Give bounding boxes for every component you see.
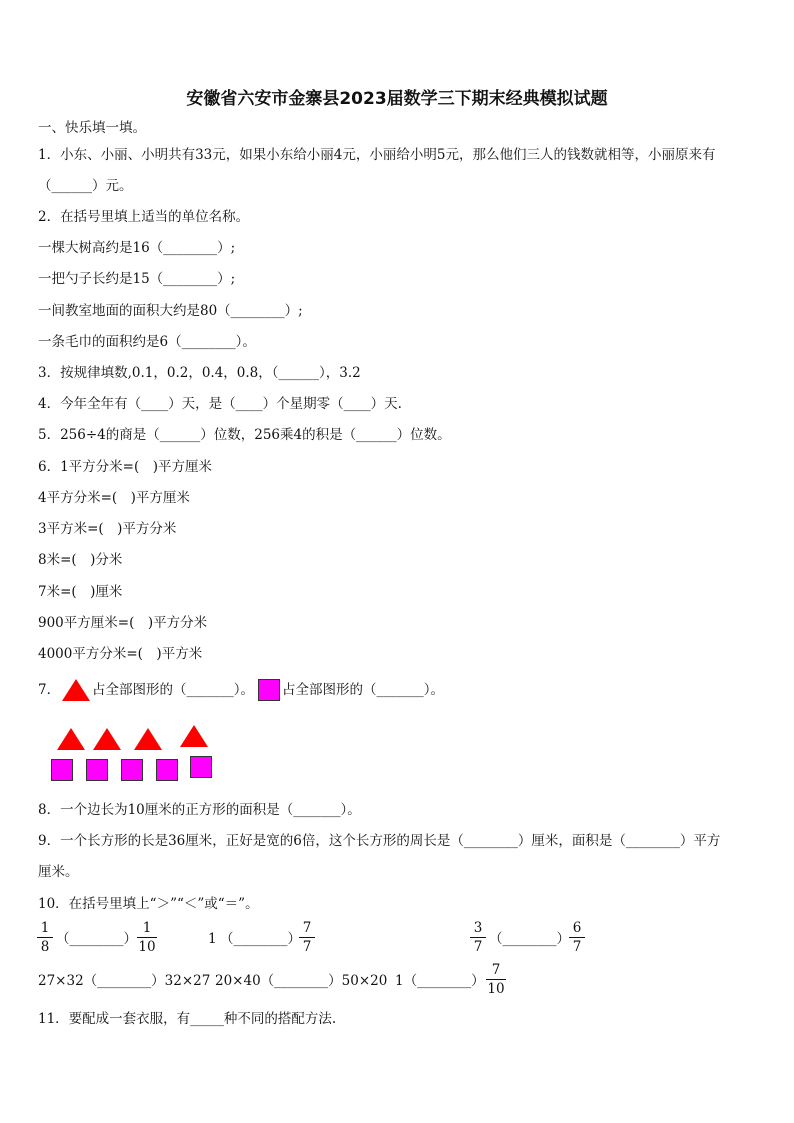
- q4-text: 4．今年全年有（____）天，是（____）个星期零（____）天.: [38, 396, 402, 412]
- q11-text: 11．要配成一套衣服，有_____种不同的搭配方法.: [38, 1011, 337, 1027]
- section-heading: 一、快乐填一填。: [38, 120, 146, 136]
- denominator: 8: [40, 939, 50, 955]
- square-shape: [121, 759, 143, 781]
- q2-item: 一间教室地面的面积大约是80（________）;: [38, 303, 303, 319]
- compare-expression: 20×40（________）50×20: [215, 973, 388, 989]
- denominator: 10: [138, 939, 156, 955]
- q6-item: 3平方米=( )平方分米: [38, 521, 177, 537]
- fraction: [569, 920, 585, 955]
- q9-line1: 9．一个长方形的长是36厘米，正好是宽的6倍，这个长方形的周长是（________）厘米，面积是（________）平方: [38, 833, 721, 849]
- q6-item: 6．1平方分米=( )平方厘米: [38, 459, 213, 475]
- triangle-shape: [134, 728, 162, 750]
- square-icon: [258, 679, 280, 701]
- q2-stem: 2．在括号里填上适当的单位名称。: [38, 209, 250, 225]
- q6-item: 8米=( )分米: [38, 552, 123, 568]
- compare-expression: 1（________）: [395, 973, 485, 989]
- q6-item: 7米=( )厘米: [38, 584, 123, 600]
- numerator: 1: [137, 920, 157, 938]
- q6-item: 4平方分米=( )平方厘米: [38, 490, 190, 506]
- numerator: 1: [37, 920, 53, 938]
- q7-part1: 占全部图形的（_______）。: [92, 682, 254, 698]
- compare-blank: （________）: [489, 931, 570, 947]
- number-one: 1: [208, 931, 217, 947]
- q1-line1: 1．小东、小丽、小明共有33元，如果小东给小丽4元，小丽给小明5元，那么他们三人的钱数就相等，小丽原来有: [38, 147, 716, 163]
- numerator: 7: [299, 920, 315, 938]
- q9-line2: 厘米。: [38, 864, 79, 880]
- square-shape: [190, 756, 212, 778]
- q6-item: 900平方厘米=( )平方分米: [38, 615, 208, 631]
- denominator: 10: [487, 981, 505, 997]
- q8-text: 8．一个边长为10厘米的正方形的面积是（_______）。: [38, 802, 361, 818]
- denominator: 7: [572, 939, 582, 955]
- numerator: 6: [569, 920, 585, 938]
- q7-number: 7．: [38, 682, 61, 698]
- square-shape: [51, 759, 73, 781]
- square-shape: [86, 759, 108, 781]
- compare-blank: （________）: [56, 931, 137, 947]
- q6-item: 4000平方分米=( )平方米: [38, 646, 203, 662]
- triangle-icon: [62, 679, 90, 701]
- square-shape: [156, 759, 178, 781]
- q5-text: 5．256÷4的商是（______）位数，256乘4的积是（______）位数。: [38, 427, 451, 443]
- compare-expression: 27×32（________）32×27: [38, 973, 211, 989]
- q7-part2: 占全部图形的（_______）。: [282, 682, 444, 698]
- fraction: [486, 962, 506, 997]
- compare-blank: （________）: [220, 931, 301, 947]
- fraction: [470, 920, 486, 955]
- numerator: 3: [470, 920, 486, 938]
- page-title: 安徽省六安市金寨县2023届数学三下期末经典模拟试题: [186, 89, 608, 109]
- fraction: [299, 920, 315, 955]
- fraction: [137, 920, 157, 955]
- q2-item: 一条毛巾的面积约是6（________）。: [38, 334, 256, 350]
- denominator: 7: [302, 939, 312, 955]
- numerator: 7: [486, 962, 506, 980]
- q1-line2: （______）元。: [38, 178, 133, 194]
- q3-text: 3．按规律填数,0.1，0.2，0.4，0.8，（______），3.2: [38, 365, 361, 381]
- triangle-shape: [93, 728, 121, 750]
- q2-item: 一把勺子长约是15（________）;: [38, 271, 236, 287]
- triangle-shape: [180, 725, 208, 747]
- q2-item: 一棵大树高约是16（________）;: [38, 240, 236, 256]
- triangle-shape: [57, 728, 85, 750]
- denominator: 7: [473, 939, 483, 955]
- q10-stem: 10．在括号里填上“＞”“＜”或“＝”。: [38, 896, 259, 912]
- fraction: [37, 920, 53, 955]
